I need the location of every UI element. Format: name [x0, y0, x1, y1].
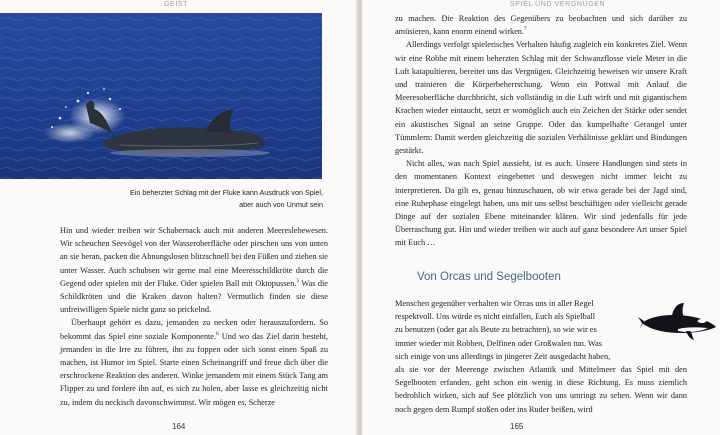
running-head-left: GEIST [164, 1, 189, 8]
dolphin-photo [0, 13, 322, 179]
paragraph [60, 224, 328, 316]
footnote-marker: 6 [216, 330, 219, 337]
footnote-marker: 7 [524, 26, 527, 33]
left-body-text [60, 224, 328, 409]
paragraph: als sie vor der Meerenge zwischen Atlantik und Mittelmeer das Spiel mit den Segelbooten erfanden, geht schon ein wenig in diese Richtung. Es muss ziemlich bedrohlich wirken, sich auf See plötzlich von uns umringt zu sehen. Wenn wir dann noch gegen dem Rumpf stoßen oder ins Ruder beißen, wird [395, 365, 687, 414]
paragraph: Allerdings verfolgt spielerisches Verhalten häufig zugleich ein konkretes Ziel. Wenn wir eine Robbe mit einem beherzten Schlag mit der Schwanzflosse viele Meter in die Luft katapultieren, bereitet uns das Vergnügen. Gleichzeitig beweisen wir unsere Kraft und trainieren die Körperbeherrschung. Wenn ein Pottwal mit Anlauf die Meeresoberfläche durchbricht, sich vollständig in die Luft wirft und mit gigantischem Krachen wieder eintaucht, setzt er womöglich auch ein Zeichen der Stärke oder sendet ein akustisches Signal an seine Gruppe. Oder das kumpelhafte Gerangel unter Tümmlern: Damit werden gleichzeitig die sozialen Verhältnisse geklärt und Bindungen gestärkt. [395, 40, 687, 156]
right-page [362, 0, 720, 435]
section-heading: Von Orcas und Segelbooten [417, 271, 561, 283]
running-head-right: SPIEL UND VERGNÜGEN [510, 1, 606, 8]
paragraph-text: Was die Schildkröten und die Kraken davon halten? Vermutlich finden sie diese unfreiwilligen Spiele nicht ganz so prickelnd. [60, 278, 328, 315]
orca-illustration-icon [638, 303, 718, 343]
paragraph-text: Und wo das Ziel darin besteht, jemanden in die Irre zu führen, ihn zu foppen oder sich sonst einen Spaß zu machen, ist Humor im Spiel. Starte einen Scheinangriff und freue dich über die erschrockene Reaktion des anderen. Winke jemandem mit einem Stück Tang am Flipper zu und fordere ihn auf, es sich zu holen, aber lasse es gleichzeitig nicht zu, indem du neckisch davonschwimmst. Wir mögen es, Scherze [60, 331, 328, 407]
paragraph [395, 12, 687, 38]
left-page [0, 0, 358, 435]
text-line: sich einige von uns allerdings in jüngerer Zeit ausgedacht haben, [395, 351, 611, 361]
paragraph [60, 316, 328, 408]
page-number-left: 164 [172, 422, 186, 431]
paragraph-text: Überhaupt gehört es dazu, jemanden zu necken oder herauszufordern. So bekommt das Spiel eine soziale Komponente. [60, 318, 328, 341]
dolphin-fluke-splash-photo-icon [0, 13, 322, 179]
text-line: Menschen gegenüber verhalten wir Orcas uns in aller Regel [395, 299, 594, 308]
caption-line-2: aber auch von Unmut sein [239, 200, 323, 209]
paragraph-text: zu machen. Die Reaktion des Gegenübers zu beobachten und sich darüber zu amüsieren, kann enorm einend wirken. [395, 14, 687, 37]
caption-line-1: Ein beherzter Schlag mit der Fluke kann Ausdruck von Spiel, [130, 188, 323, 197]
footnote-marker: 5 [296, 278, 300, 285]
text-line: zu benutzen (oder gar als Beute zu betrachten), so wie wir es [395, 325, 597, 335]
paragraph-text: Hin und wieder treiben wir Schabernack auch mit anderen Meereslebewesen. Wir scheuchen Seevögel von der Wasseroberfläche oder pirschen uns von unten an sie heran, packen die Ahnungslosen blitzschnell bei den Füßen und ziehen sie unter Wasser. Auch schubsen wir gerne mal eine Meeresschildkröte durch die Gegend oder spielen mit der Fluke. Oder spielen Ball mit Oktopussen. [60, 226, 328, 288]
text-line: respektvoll. Uns würde es nicht einfallen, Euch als Spielball [395, 312, 595, 322]
page-number-right: 165 [510, 422, 524, 431]
paragraph: Nicht alles, was nach Spiel aussieht, ist es auch. Unsere Handlungen sind stets in den momentanen Kontext eingebettet und deswegen nicht immer leicht zu interpretieren. Da gilt es, genau hinzuschauen, ob wir etwa gerade bei der Jagd sind, eine Ruhephase eingelegt haben, uns mit uns selbst beschäftigen oder vielleicht gerade Dinge auf der sozialen Ebene miteinander klären. Wir sind jedenfalls für jede Überraschung gut. Hin und wieder treiben wir auch auf ganz besondere Art unser Spiel mit Euch … [395, 159, 687, 248]
text-line: immer wieder mit Robben, Delfinen oder Großwalen tun. Was [395, 338, 603, 348]
photo-caption [40, 187, 323, 211]
right-body-text [395, 12, 687, 250]
